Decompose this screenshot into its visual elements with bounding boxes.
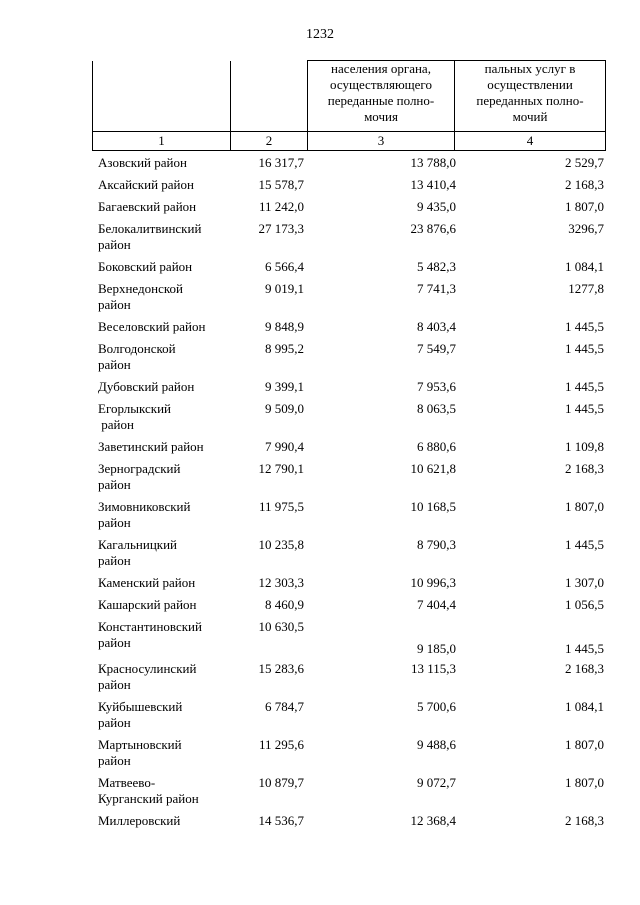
value-col4: 2 529,7 xyxy=(565,155,604,170)
district-name xyxy=(92,439,246,455)
value-col4: 1 445,5 xyxy=(565,319,604,334)
value-col3: 12 368,4 xyxy=(410,813,456,828)
district-name xyxy=(92,221,246,253)
header-col4-line: пальных услуг в xyxy=(484,61,576,76)
value-col3: 9 185,0 xyxy=(417,641,456,656)
table-row xyxy=(92,699,604,731)
table-row xyxy=(92,281,604,313)
district-name xyxy=(92,499,246,531)
header-col2-cell xyxy=(231,61,308,132)
table-row xyxy=(92,439,604,455)
value-col4: 1 084,1 xyxy=(565,259,604,274)
value-col4: 1 807,0 xyxy=(565,199,604,214)
district-name xyxy=(92,661,246,693)
page-number: 1232 xyxy=(306,27,334,42)
column-number: 1 xyxy=(93,132,231,151)
district-name-line: Багаевский район xyxy=(98,199,197,214)
value-col2: 27 173,3 xyxy=(258,221,304,236)
table-row xyxy=(92,575,604,591)
value-col3: 7 741,3 xyxy=(417,281,456,296)
district-name xyxy=(92,597,246,613)
header-col4-line: мочий xyxy=(512,109,548,124)
district-name xyxy=(92,537,246,569)
district-name-line: район xyxy=(98,753,131,768)
value-col4: 1 445,5 xyxy=(565,379,604,394)
district-name-line: Матвеево- xyxy=(98,775,156,790)
value-col4: 1 109,8 xyxy=(565,439,604,454)
table-row xyxy=(92,319,604,335)
district-name-line: Дубовский район xyxy=(98,379,195,394)
value-col2: 12 303,3 xyxy=(258,575,304,590)
value-col3: 8 790,3 xyxy=(417,537,456,552)
district-name xyxy=(92,281,246,313)
value-col2: 15 283,6 xyxy=(258,661,304,676)
table-row xyxy=(92,379,604,395)
header-col1-cell xyxy=(93,61,231,132)
value-col3: 7 549,7 xyxy=(417,341,456,356)
district-name-line: район xyxy=(98,553,131,568)
value-col4: 1 307,0 xyxy=(565,575,604,590)
value-col3: 13 788,0 xyxy=(410,155,456,170)
value-col2: 9 509,0 xyxy=(265,401,304,416)
table-row xyxy=(92,221,604,253)
header-col4-cell xyxy=(455,61,606,132)
district-name-line: район xyxy=(98,237,131,252)
value-col2: 10 630,5 xyxy=(258,619,304,634)
value-col4: 1 084,1 xyxy=(565,699,604,714)
district-name-line: район xyxy=(98,417,134,432)
value-col4: 2 168,3 xyxy=(565,177,604,192)
table-row xyxy=(92,177,604,193)
value-col3: 9 435,0 xyxy=(417,199,456,214)
value-col3: 5 482,3 xyxy=(417,259,456,274)
value-col3: 6 880,6 xyxy=(417,439,456,454)
value-col3: 7 953,6 xyxy=(417,379,456,394)
table-row xyxy=(92,461,604,493)
district-name-line: Волгодонской xyxy=(98,341,176,356)
district-name-line: Верхнедонской xyxy=(98,281,183,296)
district-name-line: район xyxy=(98,297,131,312)
district-name-line: Зерноградский xyxy=(98,461,181,476)
table-row xyxy=(92,775,604,807)
value-col2: 15 578,7 xyxy=(258,177,304,192)
value-col4: 1 807,0 xyxy=(565,775,604,790)
district-name xyxy=(92,177,246,193)
value-col2: 10 235,8 xyxy=(258,537,304,552)
value-col4: 1 807,0 xyxy=(565,499,604,514)
district-name-line: Кагальницкий xyxy=(98,537,178,552)
table-row xyxy=(92,155,604,171)
table-row xyxy=(92,401,604,433)
value-col4: 2 168,3 xyxy=(565,813,604,828)
table-body xyxy=(92,155,604,835)
header-col3-line: переданные полно- xyxy=(327,93,435,108)
value-col3: 10 168,5 xyxy=(410,499,456,514)
district-name xyxy=(92,199,246,215)
district-name-line: Веселовский район xyxy=(98,319,206,334)
district-name xyxy=(92,737,246,769)
value-col3: 13 410,4 xyxy=(410,177,456,192)
table-row xyxy=(92,537,604,569)
district-name xyxy=(92,699,246,731)
table-row xyxy=(92,661,604,693)
district-name xyxy=(92,461,246,493)
value-col2: 14 536,7 xyxy=(258,813,304,828)
value-col2: 16 317,7 xyxy=(258,155,304,170)
district-name-line: Курганский район xyxy=(98,791,199,806)
table-row xyxy=(92,737,604,769)
value-col4: 3296,7 xyxy=(568,221,604,236)
district-name xyxy=(92,775,246,807)
district-name xyxy=(92,341,246,373)
value-col2: 9 399,1 xyxy=(265,379,304,394)
table-row xyxy=(92,341,604,373)
value-col2: 8 460,9 xyxy=(265,597,304,612)
district-name xyxy=(92,575,246,591)
district-name xyxy=(92,619,246,657)
district-name xyxy=(92,319,246,335)
value-col2: 9 848,9 xyxy=(265,319,304,334)
column-number: 2 xyxy=(231,132,308,151)
value-col2: 10 879,7 xyxy=(258,775,304,790)
header-col3-cell xyxy=(308,61,455,132)
value-col4: 1 445,5 xyxy=(565,537,604,552)
district-name xyxy=(92,259,246,275)
value-col4: 1 445,5 xyxy=(565,401,604,416)
value-col2: 11 242,0 xyxy=(258,199,304,214)
value-col2: 7 990,4 xyxy=(265,439,304,454)
district-name xyxy=(92,813,246,829)
table-row xyxy=(92,259,604,275)
header-col3-line: мочия xyxy=(364,109,398,124)
value-col3: 8 403,4 xyxy=(417,319,456,334)
district-name xyxy=(92,401,246,433)
district-name-line: район xyxy=(98,635,131,650)
table-row xyxy=(92,499,604,531)
value-col2: 8 995,2 xyxy=(265,341,304,356)
value-col4: 2 168,3 xyxy=(565,461,604,476)
table-row xyxy=(92,597,604,613)
value-col3: 7 404,4 xyxy=(417,597,456,612)
district-name-line: Константиновский xyxy=(98,619,202,634)
table-header xyxy=(92,60,606,151)
table-row xyxy=(92,619,604,657)
district-name-line: Азовский район xyxy=(98,155,187,170)
header-col3-line: осуществляющего xyxy=(330,77,432,92)
district-name-line: Боковский район xyxy=(98,259,193,274)
value-col2: 6 784,7 xyxy=(265,699,304,714)
district-name-line: район xyxy=(98,515,131,530)
value-col2: 12 790,1 xyxy=(258,461,304,476)
header-col4-line: осуществлении xyxy=(487,77,573,92)
district-name xyxy=(92,379,246,395)
value-col3: 9 072,7 xyxy=(417,775,456,790)
district-name-line: район xyxy=(98,477,131,492)
value-col3: 13 115,3 xyxy=(410,661,456,676)
table-row xyxy=(92,199,604,215)
district-name-line: район xyxy=(98,715,131,730)
header-col3-line: населения органа, xyxy=(331,61,431,76)
column-number: 4 xyxy=(455,132,606,151)
value-col4: 1 445,5 xyxy=(565,641,604,656)
district-name-line: Зимовниковский xyxy=(98,499,191,514)
column-number: 3 xyxy=(308,132,455,151)
header-col4-line: переданных полно- xyxy=(476,93,584,108)
district-name-line: район xyxy=(98,677,131,692)
value-col2: 6 566,4 xyxy=(265,259,304,274)
value-col4: 1277,8 xyxy=(568,281,604,296)
value-col2: 9 019,1 xyxy=(265,281,304,296)
district-name xyxy=(92,155,246,171)
district-name-line: Егорлыкский xyxy=(98,401,171,416)
value-col3: 8 063,5 xyxy=(417,401,456,416)
district-name-line: Каменский район xyxy=(98,575,196,590)
value-col2: 11 295,6 xyxy=(258,737,304,752)
value-col3: 10 621,8 xyxy=(410,461,456,476)
value-col4: 2 168,3 xyxy=(565,661,604,676)
district-name-line: Аксайский район xyxy=(98,177,194,192)
value-col3: 10 996,3 xyxy=(410,575,456,590)
district-name-line: Миллеровский xyxy=(98,813,181,828)
table-row xyxy=(92,813,604,829)
value-col3: 5 700,6 xyxy=(417,699,456,714)
district-name-line: Красносулинский xyxy=(98,661,197,676)
value-col4: 1 056,5 xyxy=(565,597,604,612)
district-name-line: район xyxy=(98,357,131,372)
value-col4: 1 445,5 xyxy=(565,341,604,356)
district-name-line: Белокалитвинский xyxy=(98,221,202,236)
value-col3: 9 488,6 xyxy=(417,737,456,752)
district-name-line: Заветинский район xyxy=(98,439,204,454)
district-name-line: Кашарский район xyxy=(98,597,197,612)
district-name-line: Куйбышевский xyxy=(98,699,183,714)
value-col3: 23 876,6 xyxy=(410,221,456,236)
district-name-line: Мартыновский xyxy=(98,737,182,752)
value-col4: 1 807,0 xyxy=(565,737,604,752)
value-col2: 11 975,5 xyxy=(258,499,304,514)
